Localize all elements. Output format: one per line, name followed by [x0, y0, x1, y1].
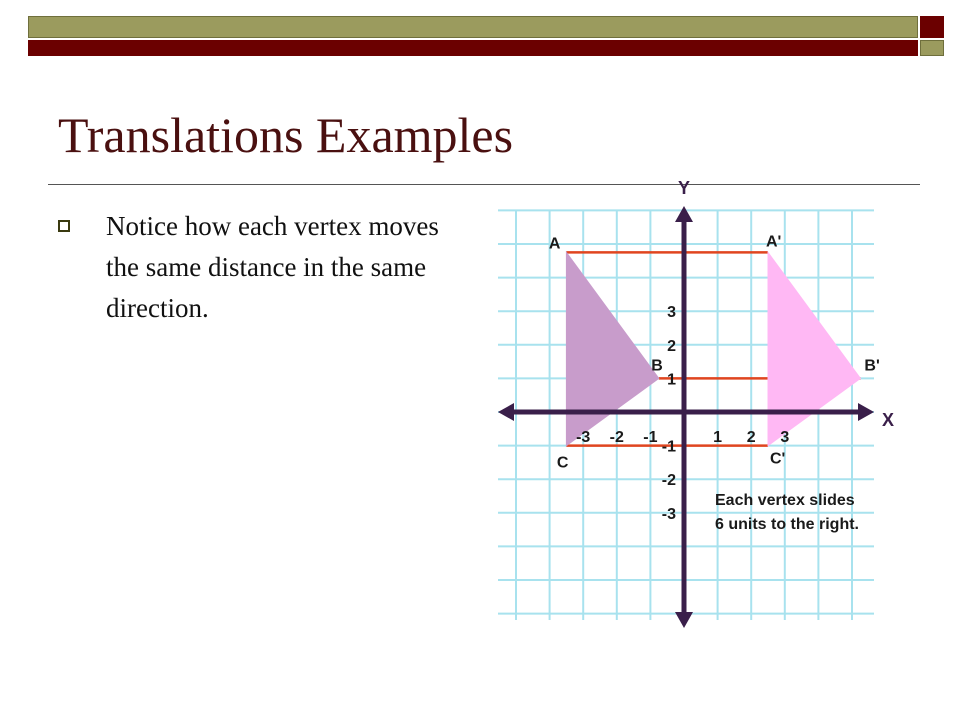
annotation-line-2: 6 units to the right. — [715, 516, 859, 533]
x-tick-label: -1 — [643, 429, 658, 446]
corner-square-maroon — [920, 16, 944, 38]
x-tick-label: -3 — [576, 429, 591, 446]
y-axis-label: Y — [677, 180, 691, 198]
slide-title: Translations Examples — [58, 107, 514, 163]
vertex-label-a-prime: A' — [766, 233, 782, 251]
y-tick-label: -3 — [661, 505, 676, 523]
x-tick-label: 3 — [780, 429, 790, 446]
slide-header-bar — [28, 16, 944, 56]
translation-diagram — [486, 180, 900, 636]
x-tick-label: 2 — [746, 429, 756, 446]
corner-square-olive — [920, 40, 944, 56]
x-axis-label: X — [882, 410, 895, 430]
vertex-label-c: C — [556, 454, 569, 472]
annotation-line-1: Each vertex slides — [715, 492, 855, 509]
vertex-label-c-prime: C' — [770, 450, 786, 468]
y-tick-label: -2 — [661, 472, 676, 490]
bullet-text: Notice how each vertex moves the same distance in the same direction. — [106, 211, 439, 323]
maroon-band — [28, 40, 918, 56]
vertex-label-a: A — [548, 235, 561, 253]
y-tick-label: 2 — [667, 337, 676, 355]
coordinate-plane — [486, 180, 900, 636]
vertex-label-b: B — [651, 357, 663, 375]
square-bullet-icon — [58, 220, 70, 232]
y-tick-label: 3 — [667, 304, 676, 322]
bullet-item — [58, 206, 468, 329]
vertex-label-b-prime: B' — [864, 357, 880, 375]
x-tick-label: 1 — [713, 429, 723, 446]
x-tick-label: -2 — [609, 429, 624, 446]
y-tick-label: -1 — [661, 438, 676, 456]
bullet-list — [58, 206, 468, 329]
y-tick-label: 1 — [667, 371, 676, 389]
olive-band — [28, 16, 918, 38]
